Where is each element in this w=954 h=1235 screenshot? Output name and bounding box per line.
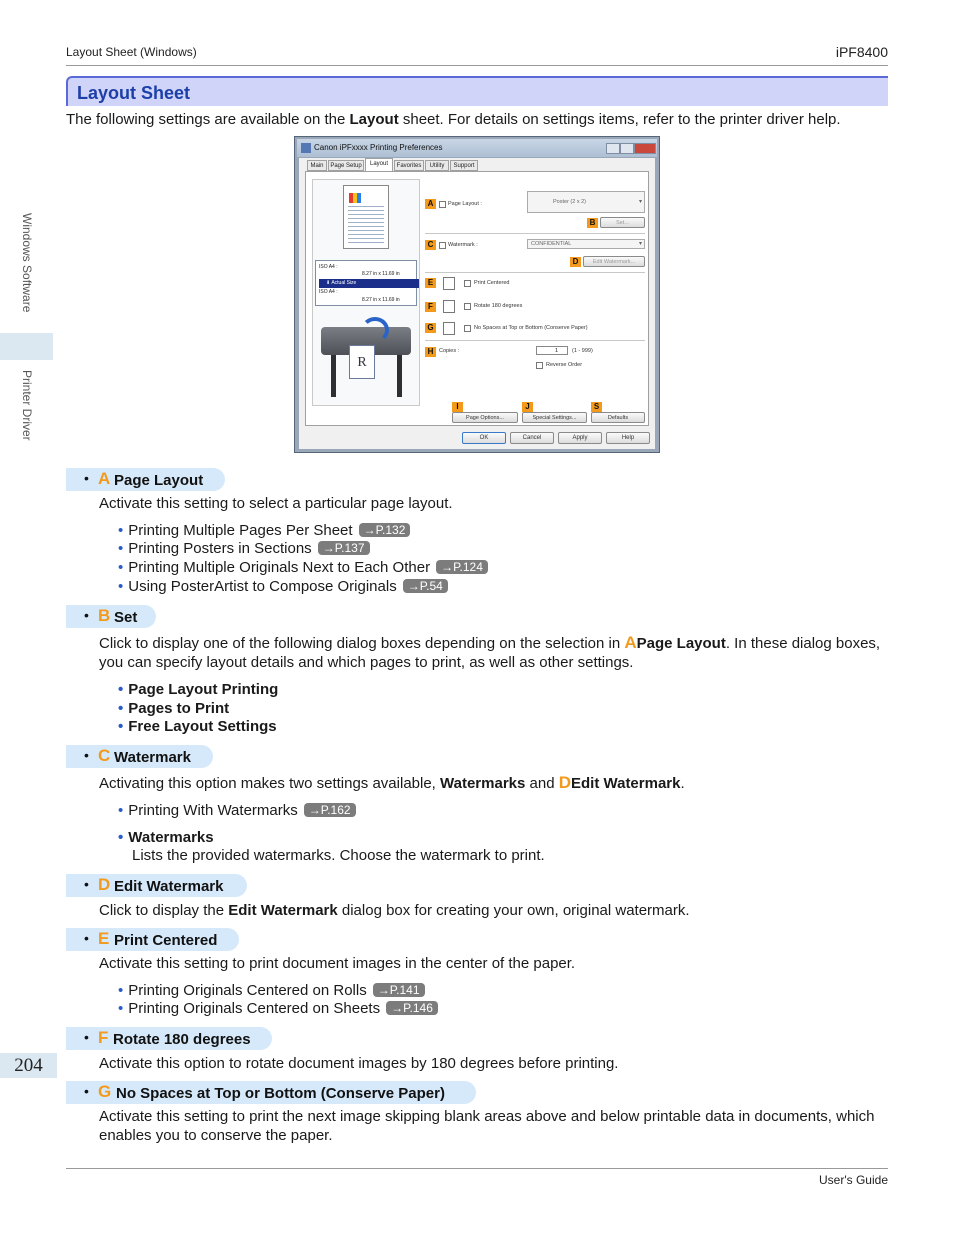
marker-e: E: [425, 278, 436, 288]
marker-h: H: [425, 347, 436, 357]
item-desc: Click to display the Edit Watermark dialog box for creating your own, original watermark.: [99, 902, 690, 919]
print-centered-icon: [443, 277, 455, 290]
size-info-box: [315, 260, 417, 306]
item-desc: Activate this option to rotate document images by 180 degrees before printing.: [99, 1055, 619, 1072]
rotate-arrow-icon: [361, 317, 389, 343]
cancel-button[interactable]: Cancel: [510, 432, 554, 444]
watermark-select[interactable]: CONFIDENTIAL ▾: [527, 239, 645, 249]
section-title-bar: [66, 76, 888, 106]
list-item: • Pages to Print: [118, 700, 230, 717]
link-item[interactable]: • Printing Posters in Sections →P.137: [118, 540, 370, 558]
apply-button[interactable]: Apply: [558, 432, 602, 444]
maximize-icon[interactable]: [620, 143, 634, 154]
preview-image-icon: [349, 193, 361, 203]
printer-app-icon: [301, 143, 311, 153]
size-line: 8.27 in x 11.69 in: [362, 297, 400, 303]
side-tab-marker: [0, 333, 53, 360]
footer-label: User's Guide: [819, 1173, 888, 1187]
defaults-button[interactable]: Defaults: [591, 412, 645, 423]
page-number: 204: [0, 1053, 57, 1078]
marker-s: S: [591, 402, 602, 412]
minimize-icon[interactable]: [606, 143, 620, 154]
marker-b: B: [587, 218, 598, 228]
copies-label: Copies :: [439, 348, 460, 354]
marker-d: D: [570, 257, 581, 267]
item-heading-watermark: • C Watermark: [66, 745, 213, 768]
side-label-printer-driver: Printer Driver: [20, 370, 34, 441]
running-header-section: Layout Sheet (Windows): [66, 45, 197, 59]
item-desc: Activate this setting to print document images in the center of the paper.: [99, 955, 576, 972]
page-options-button[interactable]: Page Options...: [452, 412, 518, 423]
printing-preferences-dialog: [294, 136, 660, 453]
copies-range: (1 - 999): [572, 348, 593, 354]
item-heading-edit-watermark: • D Edit Watermark: [66, 874, 247, 897]
tab-page-setup[interactable]: Page Setup: [328, 160, 364, 171]
reverse-order-label: Reverse Order: [546, 362, 583, 368]
link-item[interactable]: • Printing With Watermarks →P.162: [118, 802, 356, 820]
size-line: ISO A4 :: [319, 289, 338, 295]
reverse-order-checkbox[interactable]: [536, 362, 543, 369]
rotate-icon: [443, 300, 455, 313]
intro-paragraph: The following settings are available on the Layout sheet. For details on settings items, refer to the printer driver help.: [66, 111, 841, 128]
item-heading-set: • B Set: [66, 605, 156, 628]
layout-preview: [312, 179, 420, 406]
copies-input[interactable]: 1: [536, 346, 568, 355]
no-spaces-checkbox[interactable]: [464, 325, 471, 332]
tab-main[interactable]: Main: [307, 160, 327, 171]
size-line: 8.27 in x 11.69 in: [362, 271, 400, 277]
layout-panel: [305, 171, 649, 426]
link-item[interactable]: • Printing Originals Centered on Sheets →P.146: [118, 1000, 438, 1018]
item-desc: Activate this setting to print the next image skipping blank areas above and below printable data in documents, which enables you to conserve the paper.: [99, 1108, 875, 1144]
item-heading-print-centered: • E Print Centered: [66, 928, 239, 951]
rotated-sheet-icon: R: [349, 345, 375, 379]
item-heading-rotate: • F Rotate 180 degrees: [66, 1027, 272, 1050]
marker-g: G: [425, 323, 436, 333]
page-layout-checkbox[interactable]: [439, 201, 446, 208]
section-title: Layout Sheet: [77, 83, 191, 103]
item-desc: Click to display one of the following dialog boxes depending on the selection in APage Layout. In these dialog boxes, you can specify layout details and which pages to print, as well as other settings.: [99, 633, 881, 671]
printer-illustration: [321, 315, 413, 403]
tab-layout[interactable]: Layout: [365, 158, 393, 171]
link-item[interactable]: • Printing Multiple Pages Per Sheet →P.132: [118, 522, 410, 540]
running-header-model: iPF8400: [835, 44, 888, 60]
ok-button[interactable]: OK: [462, 432, 506, 444]
list-item: • Watermarks: [118, 829, 214, 846]
watermark-label: Watermark :: [448, 242, 478, 248]
page-preview-thumbnail: [343, 185, 389, 249]
print-centered-label: Print Centered: [474, 280, 510, 286]
link-item[interactable]: • Using PosterArtist to Compose Originals →P.54: [118, 578, 448, 596]
watermark-checkbox[interactable]: [439, 242, 446, 249]
rotate-label: Rotate 180 degrees: [474, 303, 523, 309]
tab-utility[interactable]: Utility: [425, 160, 449, 171]
sub-description: Lists the provided watermarks. Choose the watermark to print.: [132, 847, 545, 864]
page-layout-label: Page Layout :: [448, 201, 482, 207]
print-centered-checkbox[interactable]: [464, 280, 471, 287]
marker-a: A: [425, 199, 436, 209]
side-label-windows-software: Windows Software: [20, 213, 34, 313]
marker-f: F: [425, 302, 436, 312]
marker-j: J: [522, 402, 533, 412]
list-item: • Free Layout Settings: [118, 718, 277, 735]
rotate-checkbox[interactable]: [464, 303, 471, 310]
size-line: ISO A4 :: [319, 264, 338, 270]
footer-rule: [66, 1168, 888, 1169]
item-desc: Activate this setting to select a particular page layout.: [99, 495, 453, 512]
marker-c: C: [425, 240, 436, 250]
dialog-titlebar: [297, 139, 657, 157]
link-item[interactable]: • Printing Multiple Originals Next to Each Other →P.124: [118, 559, 488, 577]
list-item: • Page Layout Printing: [118, 681, 279, 698]
header-rule: [66, 65, 888, 66]
link-item[interactable]: • Printing Originals Centered on Rolls →P.141: [118, 982, 425, 1000]
no-spaces-label: No Spaces at Top or Bottom (Conserve Paper): [474, 325, 588, 331]
edit-watermark-button[interactable]: Edit Watermark...: [583, 256, 645, 267]
tab-favorites[interactable]: Favorites: [394, 160, 424, 171]
dialog-title: Canon iPFxxxx Printing Preferences: [314, 143, 443, 152]
tab-support[interactable]: Support: [450, 160, 478, 171]
item-desc: Activating this option makes two settings available, Watermarks and DEdit Watermark.: [99, 773, 685, 792]
actual-size-label: ⬇ Actual Size: [326, 280, 357, 286]
item-heading-no-spaces: • G No Spaces at Top or Bottom (Conserve Paper): [66, 1081, 476, 1104]
dialog-body: [299, 158, 655, 449]
help-button[interactable]: Help: [606, 432, 650, 444]
close-icon[interactable]: [634, 143, 656, 154]
special-settings-button[interactable]: Special Settings...: [522, 412, 587, 423]
conserve-paper-icon: [443, 322, 455, 335]
set-button[interactable]: Set...: [600, 217, 645, 228]
marker-i: I: [452, 402, 463, 412]
page-layout-select[interactable]: Poster (2 x 2) ▾: [527, 191, 645, 213]
item-heading-page-layout: • A Page Layout: [66, 468, 225, 491]
